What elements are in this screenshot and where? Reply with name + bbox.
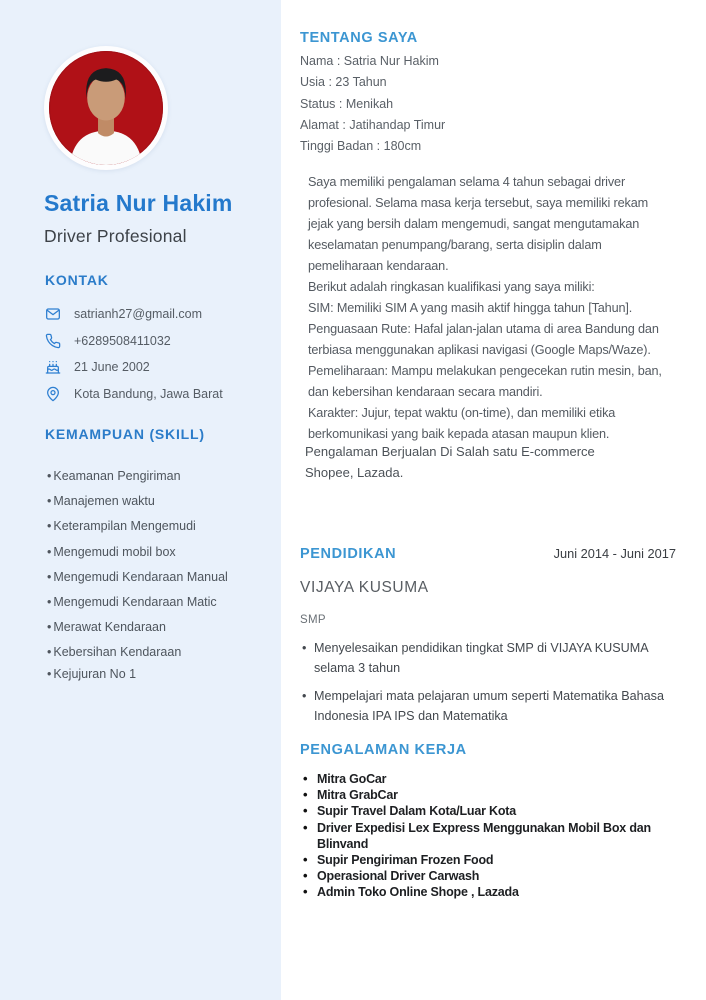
education-section (300, 546, 676, 735)
skill-item: • Mengemudi Kendaraan Manual (47, 565, 228, 590)
experience-item: • Admin Toko Online Shope , Lazada (300, 884, 692, 900)
person-role: Driver Profesional (44, 226, 187, 246)
summary-paragraph: Penguasaan Rute: Hafal jalan-jalan utama di area Bandung dan terbiasa menggunakan aplikasi navigasi (Google Maps/Waze). (308, 322, 659, 357)
experience-item: • Operasional Driver Carwash (300, 868, 692, 884)
skills-list (47, 464, 228, 683)
contact-phone (45, 328, 265, 355)
summary-paragraph: SIM: Memiliki SIM A yang masih aktif hingga tahun [Tahun]. (308, 301, 633, 315)
contact-birthdate (45, 354, 265, 381)
contact-location-text: Kota Bandung, Jawa Barat (74, 386, 223, 401)
skill-item: • Kejujuran No 1 (47, 666, 228, 683)
about-info-line: Alamat : Jatihandap Timur (300, 117, 446, 132)
person-name: Satria Nur Hakim (44, 190, 233, 216)
experience-section (300, 742, 692, 901)
envelope-icon (45, 306, 61, 322)
experience-item: • Driver Expedisi Lex Express Menggunakan Mobil Box dan Blinvand (300, 820, 692, 852)
contact-list (45, 301, 265, 407)
education-bullet: • Mempelajari mata pelajaran umum seperti Matematika Bahasa Indonesia IPA IPS dan Matematika (300, 687, 676, 726)
experience-item: • Mitra GoCar (300, 771, 692, 787)
experience-heading: PENGALAMAN KERJA (300, 742, 467, 758)
summary-paragraph: Pemeliharaan: Mampu melakukan pengecekan rutin mesin, ban, dan kebersihan kendaraan secara mandiri. (308, 364, 662, 399)
contact-email (45, 301, 265, 328)
phone-icon (45, 333, 61, 349)
about-heading: TENTANG SAYA (300, 30, 418, 46)
summary-paragraph: Berikut adalah ringkasan kualifikasi yang saya miliki: (308, 280, 595, 294)
ecommerce-line: Pengalaman Berjualan Di Salah satu E-commerce (305, 444, 595, 459)
experience-item: • Mitra GrabCar (300, 787, 692, 803)
experience-list (300, 771, 692, 901)
education-heading: PENDIDIKAN (300, 546, 397, 562)
about-info-line: Usia : 23 Tahun (300, 75, 387, 90)
contact-birthdate-text: 21 June 2002 (74, 360, 150, 375)
about-info-line: Tinggi Badan : 180cm (300, 139, 422, 154)
about-info-line: Nama : Satria Nur Hakim (300, 54, 439, 68)
education-level: SMP (300, 614, 326, 626)
education-date-range: Juni 2014 - Juni 2017 (553, 546, 676, 561)
skill-item: • Keterampilan Mengemudi (47, 514, 228, 539)
skill-item: • Merawat Kendaraan (47, 615, 228, 640)
contact-email-text: satrianh27@gmail.com (74, 307, 203, 322)
education-bullet: • Menyelesaikan pendidikan tingkat SMP di VIJAYA KUSUMA selama 3 tahun (300, 639, 676, 678)
contact-location (45, 381, 265, 408)
experience-item: • Supir Pengiriman Frozen Food (300, 852, 692, 868)
summary-paragraph: Karakter: Jujur, tepat waktu (on-time), dan memiliki etika berkomunikasi yang baik kepada atasan maupun klien. (308, 406, 616, 441)
skill-item: • Keamanan Pengiriman (47, 464, 228, 489)
sidebar (0, 0, 281, 1000)
ecommerce-line: Shopee, Lazada. (305, 465, 404, 480)
profile-photo-illustration (49, 51, 163, 165)
about-info (300, 51, 445, 157)
skills-heading: KEMAMPUAN (SKILL) (45, 426, 205, 442)
skill-item: • Mengemudi Kendaraan Matic (47, 590, 228, 615)
skill-item: • Kebersihan Kendaraan (47, 640, 228, 665)
kontak-heading: KONTAK (45, 272, 109, 288)
summary-paragraph: Saya memiliki pengalaman selama 4 tahun sebagai driver profesional. Selama masa kerja tersebut, saya memiliki rekam jejak yang bersih dalam mengemudi, sangat mengutamakan keselamatan penumpang/barang, serta disiplin dalam pemeliharaan kendaraan. (308, 175, 649, 273)
experience-item: • Supir Travel Dalam Kota/Luar Kota (300, 803, 692, 819)
profile-photo (44, 46, 168, 170)
education-bullets (300, 639, 676, 726)
map-pin-icon (45, 386, 61, 402)
about-info-line: Status : Menikah (300, 96, 394, 111)
skill-item: • Mengemudi mobil box (47, 540, 228, 565)
education-school: VIJAYA KUSUMA (300, 579, 429, 596)
cake-icon (45, 359, 61, 375)
contact-phone-text: +6289508411032 (74, 333, 171, 348)
ecommerce-note (305, 441, 673, 483)
about-summary (308, 172, 676, 445)
skill-item: • Manajemen waktu (47, 489, 228, 514)
